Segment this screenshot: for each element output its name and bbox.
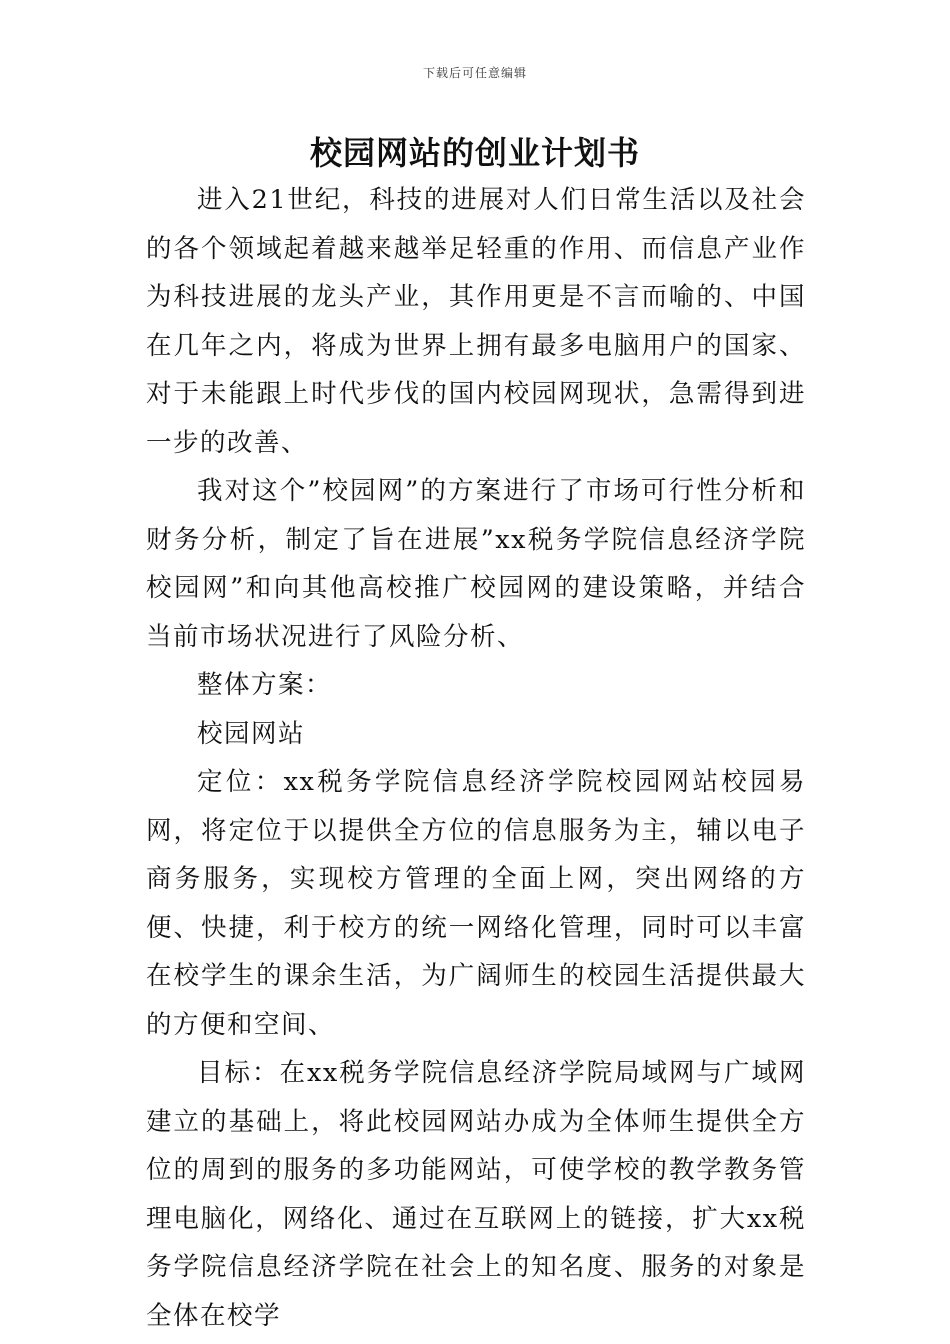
document-title: 校园网站的创业计划书 — [309, 134, 640, 172]
paragraph-overall-plan-heading: 整体方案： — [197, 670, 333, 700]
paragraph-positioning: 定位：xx税务学院信息经济学院校园网站校园易网，将定位于以提供全方位的信息服务为主，辅以电子商务服务，实现校方管理的全面上网，突出网络的方便、快捷，利于校方的统一网络化管理，同时可以丰富在校学生的课余生活，为广阔师生的校园生活提供最大的方便和空间、 — [146, 767, 806, 1040]
paragraph-intro: 进入21世纪，科技的进展对人们日常生活以及社会的各个领域起着越来越举足轻重的作用、而信息产业作为科技进展的龙头产业，其作用更是不言而喻的、中国在几年之内，将成为世界上拥有最多电脑用户的国家、对于未能跟上时代步伐的国内校园网现状，急需得到进一步的改善、 — [146, 185, 806, 458]
paragraph-goal: 目标：在xx税务学院信息经济学院局域网与广域网建立的基础上，将此校园网站办成为全体师生提供全方位的周到的服务的多功能网站，可使学校的教学教务管理电脑化，网络化、通过在互联网上的链接，扩大xx税务学院信息经济学院在社会上的知名度、服务的对象是全体在校学 — [146, 1058, 806, 1331]
paragraph-campus-site-heading: 校园网站 — [197, 718, 306, 749]
paragraph-plan-analysis: 我对这个”校园网”的方案进行了市场可行性分析和财务分析，制定了旨在进展”xx税务学院信息经济学院校园网”和向其他高校推广校园网的建设策略，并结合当前市场状况进行了风险分析、 — [146, 476, 806, 652]
header-note: 下载后可任意编辑 — [422, 66, 527, 80]
document-body — [146, 176, 806, 1340]
